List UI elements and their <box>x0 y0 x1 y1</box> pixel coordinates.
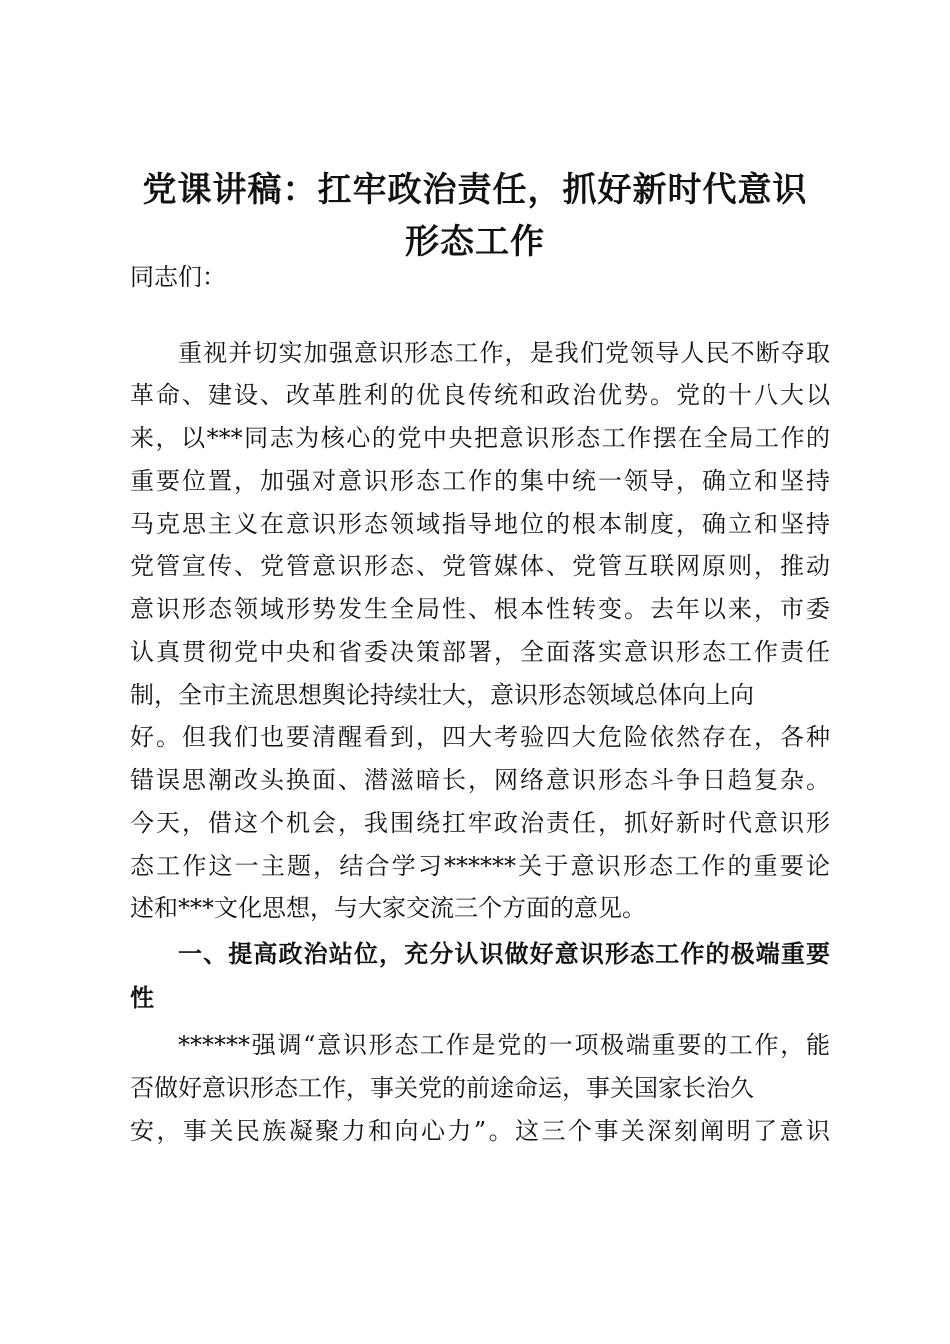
paragraph-1-line-9: 制，全市主流思想舆论持续壮大，意识形态领域总体向上向 <box>130 681 754 709</box>
paragraph-1-line-11: 错误思潮改头换面、潜滋暗长，网络意识形态斗争日趋复杂。 <box>130 766 830 794</box>
document-title-line-2: 形态工作 <box>405 222 545 262</box>
paragraph-1-line-4: 重要位置，加强对意识形态工作的集中统一领导，确立和坚持 <box>130 467 830 495</box>
paragraph-1-line-8: 认真贯彻党中央和省委决策部署，全面落实意识形态工作责任 <box>130 638 830 666</box>
paragraph-2-line-2: 否做好意识形态工作，事关党的前途命运，事关国家长治久 <box>130 1074 754 1102</box>
paragraph-1-line-3: 来，以***同志为核心的党中央把意识形态工作摆在全局工作的 <box>130 424 830 452</box>
paragraph-2-line-3: 安，事关民族凝聚力和向心力”。这三个事关深刻阐明了意识 <box>130 1117 830 1145</box>
section-heading-1-line-2: 性 <box>130 983 154 1012</box>
paragraph-1-line-14: 述和***文化思想，与大家交流三个方面的意见。 <box>130 894 646 922</box>
paragraph-1-line-13: 态工作这一主题，结合学习******关于意识形态工作的重要论 <box>130 852 830 880</box>
salutation: 同志们： <box>130 263 226 291</box>
paragraph-1-line-7: 意识形态领域形势发生全局性、根本性转变。去年以来，市委 <box>130 595 830 623</box>
paragraph-1-line-2: 革命、建设、改革胜利的优良传统和政治优势。党的十八大以 <box>130 381 830 409</box>
section-heading-1-line-1: 一、提高政治站位，充分认识做好意识形态工作的极端重要 <box>178 939 830 968</box>
paragraph-1-line-12: 今天，借这个机会，我围绕扛牢政治责任，抓好新时代意识形 <box>130 809 830 837</box>
paragraph-2-line-1: ******强调“意识形态工作是党的一项极端重要的工作，能 <box>178 1031 830 1059</box>
paragraph-1-line-6: 党管宣传、党管意识形态、党管媒体、党管互联网原则，推动 <box>130 552 830 580</box>
paragraph-1-line-1: 重视并切实加强意识形态工作，是我们党领导人民不断夺取 <box>178 339 830 367</box>
paragraph-1-line-10: 好。但我们也要清醒看到，四大考验四大危险依然存在，各种 <box>130 723 830 751</box>
paragraph-1-line-5: 马克思主义在意识形态领域指导地位的根本制度，确立和坚持 <box>130 510 830 538</box>
document-title-line-1: 党课讲稿：扛牢政治责任，抓好新时代意识 <box>142 170 808 210</box>
